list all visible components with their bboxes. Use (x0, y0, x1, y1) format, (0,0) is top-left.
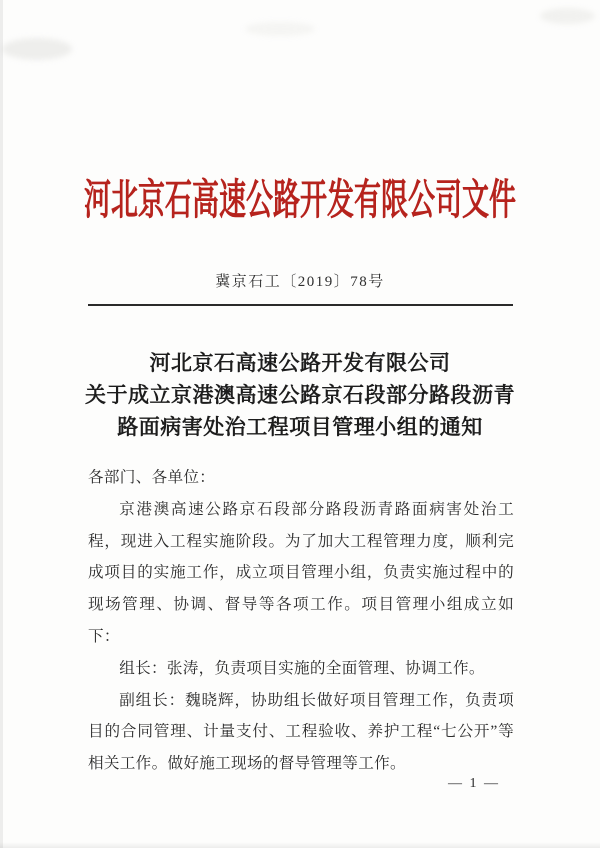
scan-artifact (245, 22, 315, 36)
document-title-line-1: 河北京石高速公路开发有限公司 (149, 351, 451, 375)
scan-artifact (0, 842, 600, 848)
scan-artifact (540, 8, 595, 24)
document-title-line-2: 关于成立京港澳高速公路京石段部分路段沥青 (85, 383, 515, 407)
page-number: — 1 — (448, 776, 500, 791)
salutation: 各部门、各单位： (88, 469, 216, 486)
document-title (0, 347, 600, 443)
document-number: 冀京石工〔2019〕78号 (215, 274, 385, 290)
letterhead (0, 178, 600, 222)
body-paragraph-deputy-leader: 副组长：魏晓辉，协助组长做好项目管理工作，负责项目的合同管理、计量支付、工程验收、养护工程“七公开”等相关工作。做好施工现场的督导管理等工作。 (88, 691, 514, 773)
scan-artifact (2, 38, 72, 60)
body-paragraph-group-leader: 组长：张涛，负责项目实施的全面管理、协调工作。 (119, 659, 485, 677)
body-paragraph: 京港澳高速公路京石段部分路段沥青路面病害处治工程，现进入工程实施阶段。为了加大工程管理力度，顺利完成项目的实施工作，成立项目管理小组，负责实施过程中的现场管理、协调、督导等各项工作。项目管理小组成立如下： (88, 500, 514, 645)
document-title-line-3: 路面病害处治工程项目管理小组的通知 (117, 415, 483, 439)
letterhead-divider-line (88, 304, 513, 306)
document-body (88, 462, 514, 780)
letterhead-org-title: 河北京石高速公路开发有限公司文件 (84, 176, 516, 224)
